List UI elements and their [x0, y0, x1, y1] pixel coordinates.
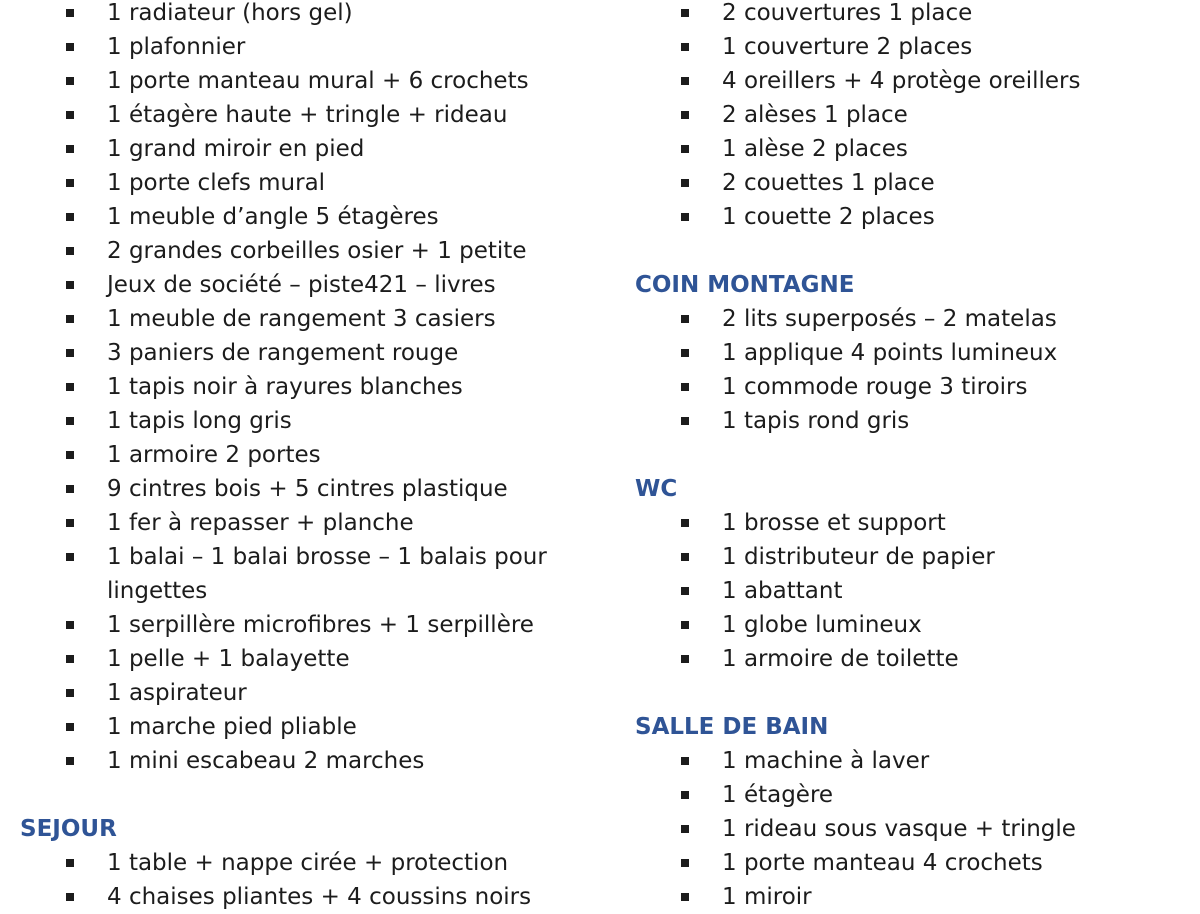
list-item: 1 marche pied pliable	[0, 710, 600, 744]
bullet-icon	[66, 213, 74, 221]
bullet-icon	[681, 553, 689, 561]
list-item: 1 aspirateur	[0, 676, 600, 710]
list-item: 2 grandes corbeilles osier + 1 petite	[0, 234, 600, 268]
bullet-icon	[66, 349, 74, 357]
section-right-intro	[615, 0, 1200, 234]
section-title-coin-montagne: COIN MONTAGNE	[635, 272, 855, 298]
bullet-icon	[66, 723, 74, 731]
list-item: 1 serpillère microfibres + 1 serpillère	[0, 608, 600, 642]
bullet-icon	[681, 111, 689, 119]
bullet-icon	[66, 315, 74, 323]
bullet-icon	[681, 655, 689, 663]
section-left-intro	[0, 0, 600, 778]
bullet-icon	[66, 621, 74, 629]
bullet-icon	[66, 43, 74, 51]
bullet-icon	[681, 859, 689, 867]
list-item-line: 1 balai – 1 balai brosse – 1 balais pour	[107, 544, 547, 570]
list-item: 3 paniers de rangement rouge	[0, 336, 600, 370]
list-item: 2 couvertures 1 place	[615, 0, 1200, 30]
bullet-icon	[681, 43, 689, 51]
list-item: 1 couverture 2 places	[615, 30, 1200, 64]
section-title-wc: WC	[635, 476, 678, 502]
inventory-list	[0, 0, 600, 778]
list-item: 1 abattant	[615, 574, 1200, 608]
list-item: 1 tapis noir à rayures blanches	[0, 370, 600, 404]
bullet-icon	[66, 111, 74, 119]
bullet-icon	[681, 587, 689, 595]
bullet-icon	[681, 519, 689, 527]
bullet-icon	[681, 621, 689, 629]
bullet-icon	[681, 213, 689, 221]
right-column	[615, 0, 1200, 914]
list-item: 1 globe lumineux	[615, 608, 1200, 642]
bullet-icon	[66, 247, 74, 255]
bullet-icon	[66, 859, 74, 867]
list-item-continuation: lingettes	[107, 578, 208, 604]
bedding-list	[615, 0, 1200, 234]
bullet-icon	[66, 9, 74, 17]
section-title-sejour: SEJOUR	[20, 816, 117, 842]
bullet-icon	[681, 179, 689, 187]
bullet-icon	[66, 77, 74, 85]
bullet-icon	[66, 179, 74, 187]
list-item: 1 porte manteau 4 crochets	[615, 846, 1200, 880]
bullet-icon	[681, 77, 689, 85]
list-item: Jeux de société – piste421 – livres	[0, 268, 600, 302]
list-item: 1 grand miroir en pied	[0, 132, 600, 166]
bullet-icon	[66, 689, 74, 697]
list-item: 4 oreillers + 4 protège oreillers	[615, 64, 1200, 98]
list-item: 1 radiateur (hors gel)	[0, 0, 600, 30]
list-item: 1 couette 2 places	[615, 200, 1200, 234]
coin-montagne-list	[615, 302, 1200, 438]
list-item: 1 mini escabeau 2 marches	[0, 744, 600, 778]
list-item: 1 pelle + 1 balayette	[0, 642, 600, 676]
bullet-icon	[66, 145, 74, 153]
bullet-icon	[66, 383, 74, 391]
list-item: 1 plafonnier	[0, 30, 600, 64]
bullet-icon	[66, 451, 74, 459]
bullet-icon	[66, 417, 74, 425]
list-item: 1 commode rouge 3 tiroirs	[615, 370, 1200, 404]
section-salle-de-bain	[615, 710, 1200, 914]
section-coin-montagne	[615, 268, 1200, 438]
bullet-icon	[681, 825, 689, 833]
bullet-icon	[681, 315, 689, 323]
bullet-icon	[681, 349, 689, 357]
list-item: 9 cintres bois + 5 cintres plastique	[0, 472, 600, 506]
list-item: 1 armoire de toilette	[615, 642, 1200, 676]
bullet-icon	[681, 145, 689, 153]
section-wc	[615, 472, 1200, 676]
list-item: 1 miroir	[615, 880, 1200, 914]
list-item: 1 meuble d’angle 5 étagères	[0, 200, 600, 234]
wc-list	[615, 506, 1200, 676]
salle-de-bain-list	[615, 744, 1200, 914]
list-item: 1 distributeur de papier	[615, 540, 1200, 574]
list-item: 1 porte manteau mural + 6 crochets	[0, 64, 600, 98]
list-item: 1 machine à laver	[615, 744, 1200, 778]
bullet-icon	[66, 485, 74, 493]
list-item: 1 étagère haute + tringle + rideau	[0, 98, 600, 132]
bullet-icon	[66, 757, 74, 765]
bullet-icon	[681, 757, 689, 765]
list-item: 1 tapis long gris	[0, 404, 600, 438]
list-item: 1 table + nappe cirée + protection	[0, 846, 600, 880]
section-title-salle-de-bain: SALLE DE BAIN	[635, 714, 829, 740]
bullet-icon	[66, 553, 74, 561]
list-item: 1 armoire 2 portes	[0, 438, 600, 472]
list-item	[0, 540, 600, 608]
list-item: 1 applique 4 points lumineux	[615, 336, 1200, 370]
list-item: 4 chaises pliantes + 4 coussins noirs	[0, 880, 600, 914]
list-item: 1 rideau sous vasque + tringle	[615, 812, 1200, 846]
list-item: 1 alèse 2 places	[615, 132, 1200, 166]
section-sejour	[0, 812, 600, 914]
list-item: 1 étagère	[615, 778, 1200, 812]
bullet-icon	[681, 9, 689, 17]
bullet-icon	[66, 281, 74, 289]
bullet-icon	[681, 383, 689, 391]
list-item: 1 meuble de rangement 3 casiers	[0, 302, 600, 336]
list-item: 2 lits superposés – 2 matelas	[615, 302, 1200, 336]
list-item: 1 porte clefs mural	[0, 166, 600, 200]
bullet-icon	[66, 655, 74, 663]
bullet-icon	[681, 791, 689, 799]
list-item: 1 brosse et support	[615, 506, 1200, 540]
bullet-icon	[66, 519, 74, 527]
list-item: 2 couettes 1 place	[615, 166, 1200, 200]
list-item: 1 tapis rond gris	[615, 404, 1200, 438]
list-item: 1 fer à repasser + planche	[0, 506, 600, 540]
list-item: 2 alèses 1 place	[615, 98, 1200, 132]
sejour-list	[0, 846, 600, 914]
bullet-icon	[681, 417, 689, 425]
